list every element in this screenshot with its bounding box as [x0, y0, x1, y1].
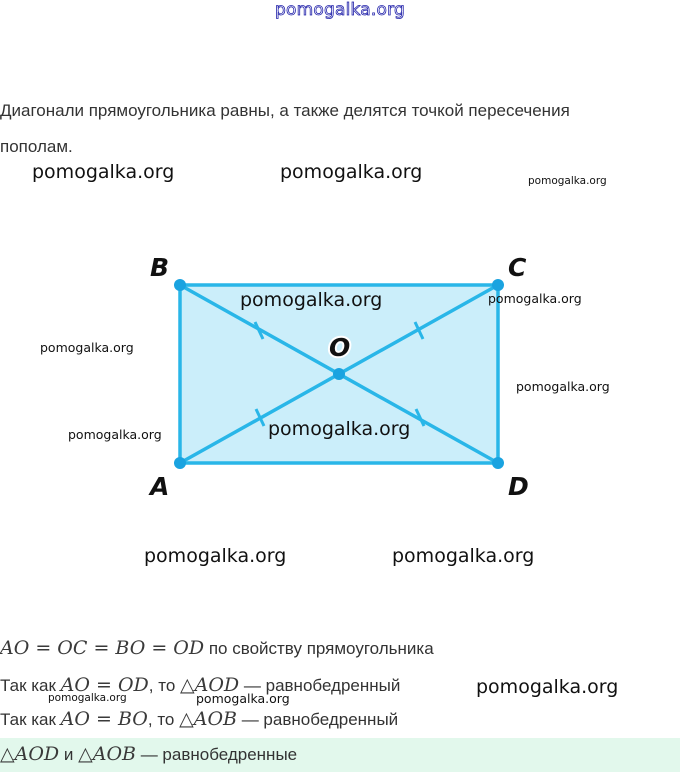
label-b: B — [150, 253, 170, 282]
math-text: Так как — [0, 710, 61, 729]
math-text: — равнобедренный — [239, 676, 401, 695]
math-line-4 — [0, 743, 297, 765]
watermark: pomogalka.org — [268, 418, 411, 440]
watermark: pomogalka.org — [240, 289, 383, 311]
math-expression: △AOD — [0, 743, 60, 765]
watermark: pomogalka.org — [528, 175, 607, 187]
math-expression: △AOD — [180, 674, 240, 696]
label-c: C — [508, 253, 527, 282]
watermark: pomogalka.org — [392, 545, 535, 567]
watermark: pomogalka.org — [40, 340, 134, 355]
math-line-1 — [0, 637, 434, 659]
watermark: pomogalka.org — [144, 545, 287, 567]
math-text: , то — [148, 676, 181, 695]
watermark: pomogalka.org — [476, 676, 619, 698]
math-expression: △AOB — [179, 708, 237, 730]
watermark: pomogalka.org — [68, 427, 162, 442]
math-text: — равнобедренный — [236, 710, 399, 729]
math-text: и — [59, 745, 79, 764]
math-text: по свойству прямоугольника — [204, 639, 434, 658]
watermark: pomogalka.org — [488, 291, 582, 306]
label-o: O — [329, 333, 351, 362]
math-text: — равнобедренные — [135, 745, 298, 764]
point-o — [333, 368, 345, 380]
watermark: pomogalka.org — [280, 161, 423, 183]
math-expression: AO = BO — [60, 708, 148, 730]
label-d: D — [508, 472, 529, 501]
watermark: pomogalka.org — [196, 691, 290, 706]
math-expression: AO = OD — [60, 674, 149, 696]
point-c — [492, 279, 504, 291]
math-line-3 — [0, 708, 398, 730]
math-expression: △AOB — [78, 743, 136, 765]
point-a — [174, 457, 186, 469]
theorem-text-line-2: пополам. — [0, 137, 73, 156]
site-header-logo[interactable]: pomogalka.org — [275, 0, 405, 20]
watermark: pomogalka.org — [516, 379, 610, 394]
point-d — [492, 457, 504, 469]
math-expression: AO = OC = BO = OD — [0, 637, 205, 659]
watermark: pomogalka.org — [48, 692, 127, 704]
watermark: pomogalka.org — [32, 161, 175, 183]
label-a: A — [150, 472, 170, 501]
theorem-text-line-1: Диагонали прямоугольника равны, а также делятся точкой пересечения — [0, 101, 570, 120]
math-text: Так как — [0, 676, 61, 695]
math-text: , то — [147, 710, 180, 729]
point-b — [174, 279, 186, 291]
